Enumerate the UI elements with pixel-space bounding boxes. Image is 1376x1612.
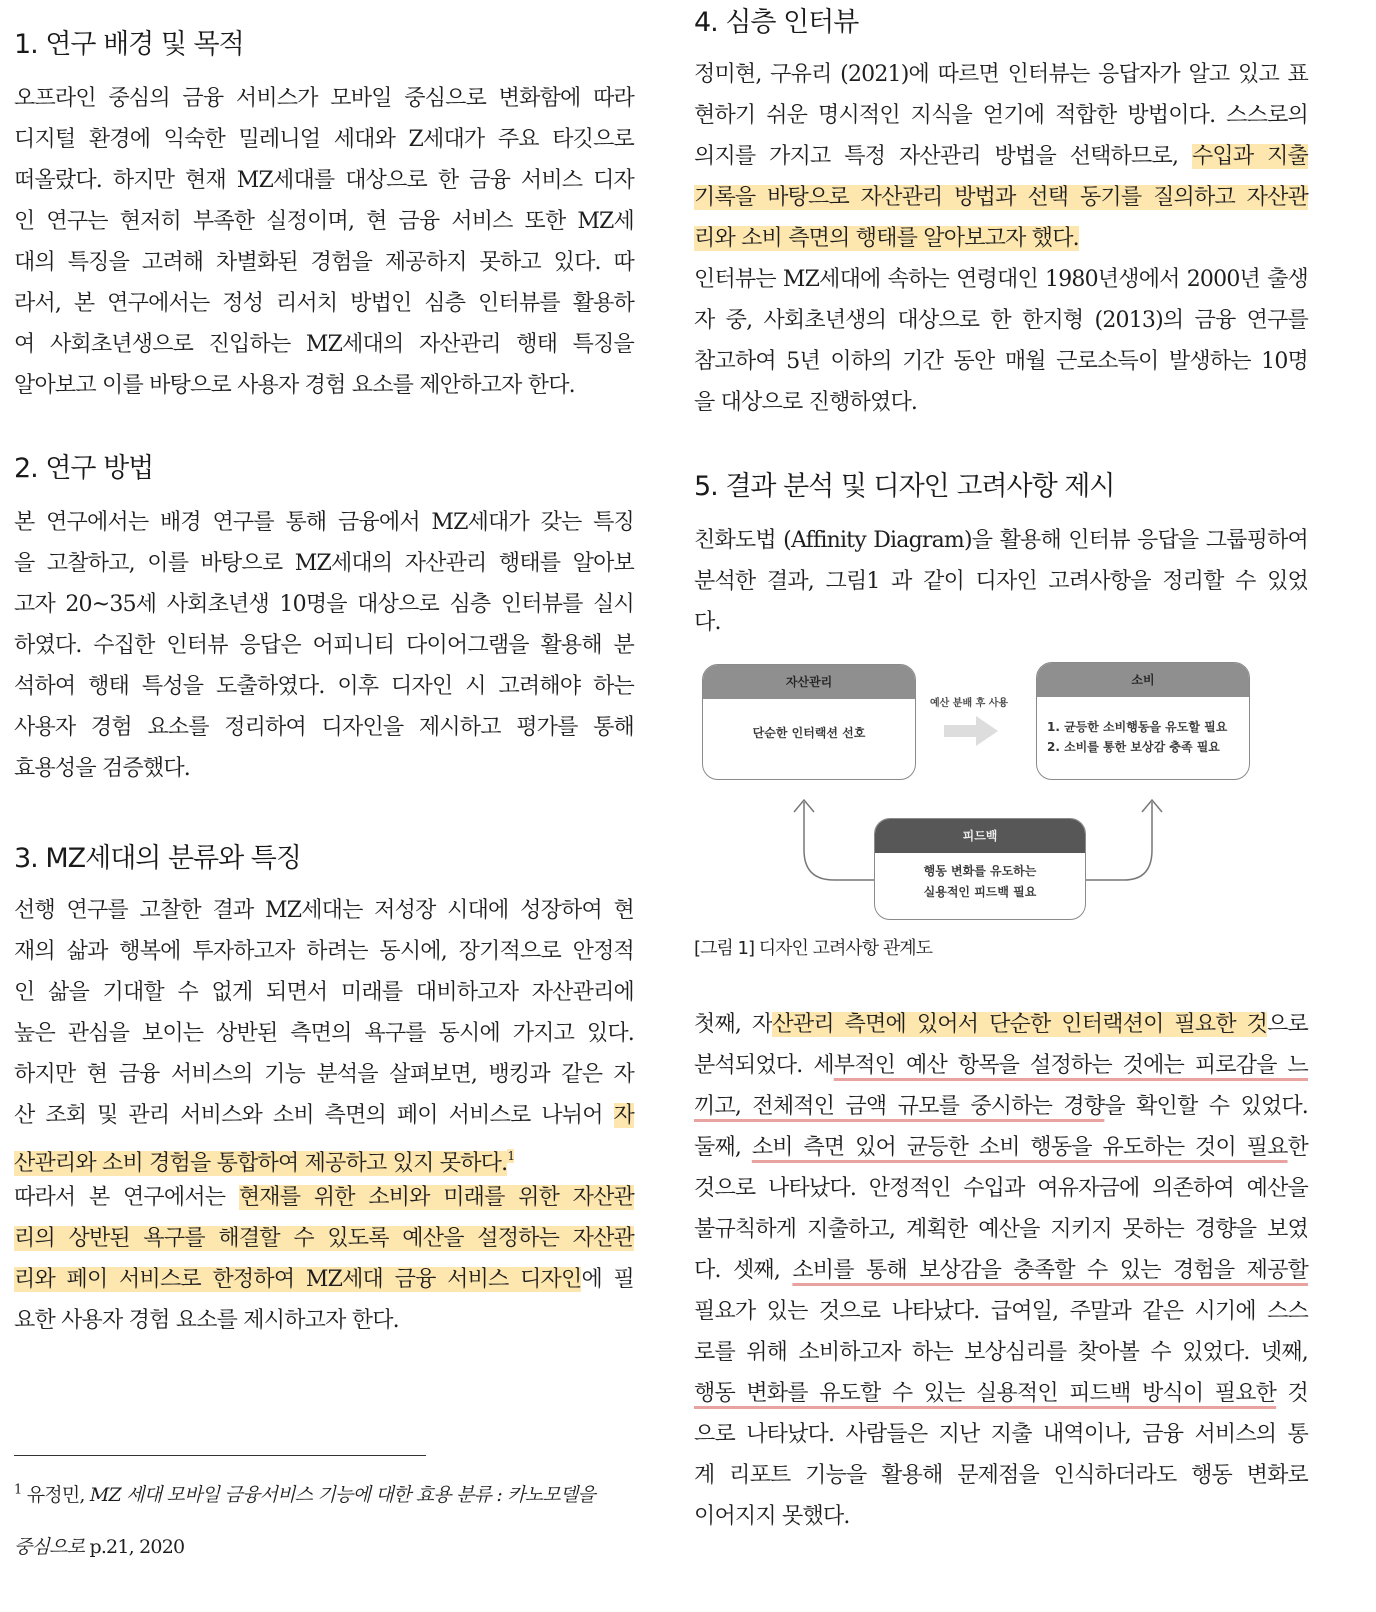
footnote-page-year: p.21, 2020 — [84, 1536, 185, 1558]
text-line: 재의 삶과 행복에 투자하고자 하려는 동시에, 장기적으로 안정적 — [14, 939, 634, 964]
section-3-body — [14, 890, 634, 1341]
text-line — [694, 1045, 1308, 1086]
box-body-line: 실용적인 피드백 필요 — [923, 885, 1037, 899]
footnote-divider — [14, 1455, 426, 1456]
box-item: 1. 균등한 소비행동을 유도할 필요 — [1047, 720, 1228, 734]
text-line: 요한 사용자 경험 요소를 제시하고자 한다. — [14, 1308, 399, 1333]
text-line — [694, 1250, 1308, 1291]
text-line: 사용자 경험 요소를 정리하여 디자인을 제시하고 평가를 통해 — [14, 715, 634, 740]
plain-text: 산 조회 및 관리 서비스와 소비 측면의 페이 서비스로 나뉘어 — [14, 1103, 614, 1128]
text-line: 석하여 행태 특성을 도출하였다. 이후 디자인 시 고려해야 하는 — [14, 674, 634, 699]
section-5-title: 5. 결과 분석 및 디자인 고려사항 제시 — [694, 471, 1115, 502]
section-2-body — [14, 502, 634, 789]
footnote-author: 유정민, — [26, 1484, 90, 1506]
asset-management-box — [702, 664, 916, 780]
underlined-text: 행동 변화를 유도할 수 있는 실용적인 피드백 방식이 필요한 — [694, 1381, 1277, 1406]
text-line — [694, 1004, 1308, 1045]
highlighted-text: 리와 소비 측면의 행태를 알아보고자 했다. — [694, 226, 1079, 251]
plain-text: 둘째, — [694, 1135, 752, 1160]
text-line: 대의 특징을 고려해 차별화된 경험을 제공하지 못하고 있다. 따 — [14, 250, 634, 275]
text-line: 알아보고 이를 바탕으로 사용자 경험 요소를 제안하고자 한다. — [14, 373, 575, 398]
text-line: 을 대상으로 진행하였다. — [694, 390, 918, 415]
text-line: 선행 연구를 고찰한 결과 MZ세대는 저성장 시대에 성장하여 현 — [14, 898, 634, 923]
box-header: 피드백 — [875, 819, 1085, 853]
plain-text: 한 — [1287, 1135, 1308, 1160]
footnote-1 — [14, 1480, 595, 1507]
underlined-text: 끼고, 전체적인 금액 규모를 중시하는 경향 — [694, 1094, 1105, 1119]
plain-text: 으로 — [1267, 1012, 1308, 1037]
text-line — [694, 1127, 1308, 1168]
figure-caption: [그림 1] 디자인 고려사항 관계도 — [694, 938, 933, 959]
text-line — [694, 136, 1308, 177]
figure-1-diagram — [694, 656, 1274, 936]
text-line: 로를 위해 소비하고자 하는 보상심리를 찾아볼 수 있었다. 넷째, — [694, 1340, 1308, 1365]
plain-text: 다. 셋째, — [694, 1258, 793, 1283]
text-line: 현하기 쉬운 명시적인 지식을 얻기에 적합한 방법이다. 스스로의 — [694, 103, 1308, 128]
text-line — [694, 218, 1308, 259]
text-line: 여 사회초년생으로 진입하는 MZ세대의 자산관리 행태 특징을 — [14, 332, 634, 357]
highlighted-text: 리의 상반된 욕구를 해결할 수 있도록 예산을 설정하는 자산관 — [14, 1226, 634, 1251]
text-line: 높은 관심을 보이는 상반된 측면의 욕구를 동시에 가지고 있다. — [14, 1021, 634, 1046]
footnote-title: MZ 세대 모바일 금융서비스 기능에 대한 효용 분류 : 카노모델을 — [89, 1484, 596, 1506]
plain-text: 첫째, 자 — [694, 1012, 773, 1037]
box-body-line: 행동 변화를 유도하는 — [923, 864, 1037, 878]
text-line — [14, 1136, 634, 1177]
highlighted-text: 자 — [613, 1103, 634, 1128]
box-header: 소비 — [1037, 663, 1249, 697]
text-line — [14, 1218, 634, 1259]
text-line: 인터뷰는 MZ세대에 속하는 연령대인 1980년생에서 2000년 출생 — [694, 267, 1308, 292]
underlined-text: 소비 측면 있어 균등한 소비 행동을 유도하는 것이 필요 — [751, 1135, 1288, 1160]
text-line — [14, 1177, 634, 1218]
right-arrow-icon — [944, 716, 998, 746]
section-3-title: 3. MZ세대의 분류와 특징 — [14, 843, 301, 874]
plain-text: 을 확인할 수 있었다. — [1104, 1094, 1308, 1119]
text-line: 자 중, 사회초년생의 대상으로 한 한지형 (2013)의 금융 연구를 — [694, 308, 1308, 333]
plain-text: 것 — [1276, 1381, 1308, 1406]
text-line: 하지만 현 금융 서비스의 기능 분석을 살펴보면, 뱅킹과 같은 자 — [14, 1062, 634, 1087]
section-4-body — [694, 54, 1308, 423]
text-line: 필요가 있는 것으로 나타났다. 급여일, 주말과 같은 시기에 스스 — [694, 1299, 1308, 1324]
box-body: 단순한 인터랙션 선호 — [752, 726, 866, 740]
text-line — [14, 1095, 634, 1136]
plain-text: 의지를 가지고 특정 자산관리 방법을 선택하므로, — [694, 144, 1192, 169]
text-line — [14, 1259, 634, 1300]
section-4-title: 4. 심층 인터뷰 — [694, 7, 859, 38]
footnote-number: 1 — [14, 1482, 22, 1498]
footnote-title-cont: 중심으로 — [14, 1536, 85, 1558]
box-header: 자산관리 — [703, 665, 915, 699]
footnote-1-cont — [14, 1532, 184, 1559]
text-line: 다. — [694, 610, 721, 635]
plain-text: 분석되었다. 세 — [694, 1053, 834, 1078]
text-line: 디지털 환경에 익숙한 밀레니얼 세대와 Z세대가 주요 타깃으로 — [14, 127, 634, 152]
text-line: 라서, 본 연구에서는 정성 리서치 방법인 심층 인터뷰를 활용하 — [14, 291, 634, 316]
section-1-title: 1. 연구 배경 및 목적 — [14, 29, 244, 60]
underlined-text: 소비를 통해 보상감을 충족할 수 있는 경험을 제공할 — [792, 1258, 1308, 1283]
highlighted-text: 현재를 위한 소비와 미래를 위한 자산관 — [238, 1185, 634, 1210]
highlighted-text: 수입과 지출 — [1191, 144, 1308, 169]
text-line: 친화도법 (Affinity Diagram)을 활용해 인터뷰 응답을 그룹핑하여 — [694, 528, 1308, 553]
text-line: 오프라인 중심의 금융 서비스가 모바일 중심으로 변화함에 따라 — [14, 86, 634, 111]
text-line: 을 고찰하고, 이를 바탕으로 MZ세대의 자산관리 행태를 알아보 — [14, 551, 634, 576]
text-line: 불규칙하게 지출하고, 계획한 예산을 지키지 못하는 경향을 보였 — [694, 1217, 1308, 1242]
text-line: 정미현, 구유리 (2021)에 따르면 인터뷰는 응답자가 알고 있고 표 — [694, 62, 1308, 87]
text-line: 떠올랐다. 하지만 현재 MZ세대를 대상으로 한 금융 서비스 디자 — [14, 168, 634, 193]
text-line: 본 연구에서는 배경 연구를 통해 금융에서 MZ세대가 갖는 특징 — [14, 510, 634, 535]
text-line: 인 삶을 기대할 수 없게 되면서 미래를 대비하고자 자산관리에 — [14, 980, 634, 1005]
footnote-ref[interactable]: 1 — [507, 1149, 515, 1163]
text-line: 계 리포트 기능을 활용해 문제점을 인식하더라도 행동 변화로 — [694, 1463, 1308, 1488]
text-line: 참고하여 5년 이하의 기간 동안 매월 근로소득이 발생하는 10명 — [694, 349, 1308, 374]
highlighted-text: 기록을 바탕으로 자산관리 방법과 선택 동기를 질의하고 자산관 — [694, 185, 1308, 210]
edge-label: 예산 분배 후 사용 — [930, 698, 1009, 709]
text-line — [694, 1086, 1308, 1127]
text-line: 으로 나타났다. 사람들은 지난 지출 내역이나, 금융 서비스의 통 — [694, 1422, 1308, 1447]
section-2-title: 2. 연구 방법 — [14, 453, 154, 484]
highlighted-text: 산관리와 소비 경험을 통합하여 제공하고 있지 못하다. — [14, 1151, 508, 1176]
text-line: 고자 20~35세 사회초년생 10명을 대상으로 심층 인터뷰를 실시 — [14, 592, 634, 617]
text-line: 하였다. 수집한 인터뷰 응답은 어피니티 다이어그램을 활용해 분 — [14, 633, 634, 658]
section-5-body — [694, 520, 1308, 643]
results-body — [694, 1004, 1308, 1537]
plain-text: 따라서 본 연구에서는 — [14, 1185, 239, 1210]
underlined-text: 부적인 예산 항목을 설정하는 것에는 피로감을 느 — [833, 1053, 1308, 1078]
highlighted-text: 리와 페이 서비스로 한정하여 MZ세대 금융 서비스 디자인 — [14, 1267, 582, 1292]
feedback-box — [874, 818, 1086, 920]
text-line: 것으로 나타났다. 안정적인 수입과 여유자금에 의존하여 예산을 — [694, 1176, 1308, 1201]
text-line: 인 연구는 현저히 부족한 실정이며, 현 금융 서비스 또한 MZ세 — [14, 209, 634, 234]
text-line — [694, 1373, 1308, 1414]
box-item: 2. 소비를 통한 보상감 충족 필요 — [1047, 740, 1220, 754]
plain-text: 에 필 — [581, 1267, 634, 1292]
spending-box — [1036, 662, 1250, 780]
text-line: 분석한 결과, 그림1 과 같이 디자인 고려사항을 정리할 수 있었 — [694, 569, 1308, 594]
highlighted-text: 산관리 측면에 있어서 단순한 인터랙션이 필요한 것 — [772, 1012, 1268, 1037]
text-line: 효용성을 검증했다. — [14, 756, 191, 781]
section-1-body — [14, 78, 634, 406]
text-line: 이어지지 못했다. — [694, 1504, 850, 1529]
text-line — [694, 177, 1308, 218]
